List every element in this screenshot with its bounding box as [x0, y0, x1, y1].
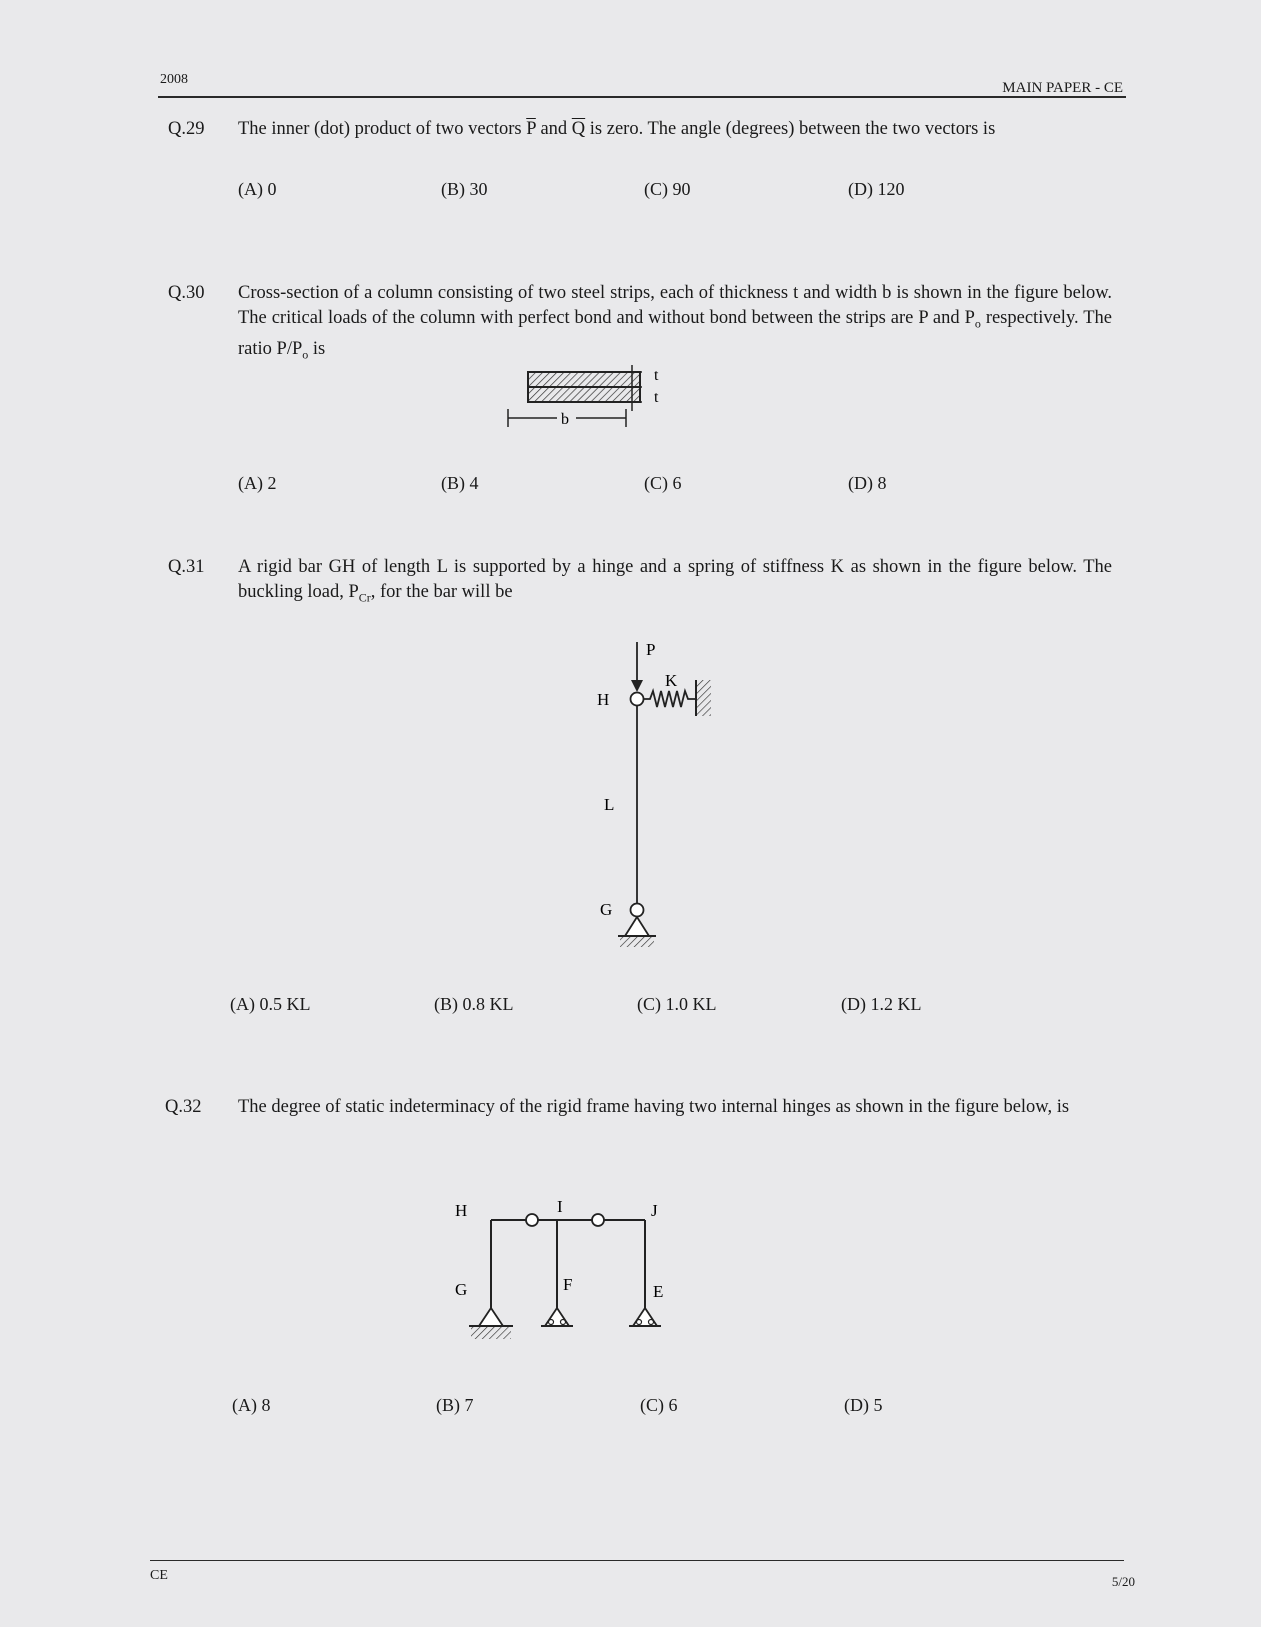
joint-label-i: I	[557, 1197, 563, 1216]
wall-support-icon	[697, 680, 711, 716]
footer-paper-code: CE	[150, 1568, 168, 1583]
internal-hinge-icon	[526, 1214, 538, 1226]
hinge-g-icon	[631, 904, 644, 917]
header-year: 2008	[160, 72, 188, 87]
joint-label-j: J	[651, 1201, 658, 1220]
rigid-bar-figure	[580, 640, 760, 980]
header-divider	[158, 96, 1126, 98]
thickness-label-bottom: t	[654, 389, 659, 406]
option-b[interactable]: (B) 4	[441, 473, 479, 493]
pin-support-icon	[625, 917, 649, 936]
pin-support-icon	[479, 1308, 503, 1326]
option-c[interactable]: (C) 1.0 KL	[637, 994, 717, 1014]
bottom-strip	[528, 387, 640, 402]
footer-divider	[150, 1560, 1124, 1561]
point-label-h: H	[597, 690, 610, 709]
question-number: Q.30	[168, 283, 205, 303]
option-d[interactable]: (D) 8	[848, 473, 887, 493]
thickness-label-top: t	[654, 367, 659, 384]
column-cross-section-figure	[500, 365, 700, 455]
vector-p: $\overline{P}$	[526, 119, 536, 139]
option-b[interactable]: (B) 30	[441, 179, 488, 199]
width-label: b	[561, 411, 569, 428]
ground-hatch	[620, 937, 654, 947]
joint-label-h: H	[455, 1201, 468, 1220]
option-c[interactable]: (C) 90	[644, 179, 691, 199]
question-text: The degree of static indeterminacy of the rigid frame having two internal hinges as shown in the figure below, is	[238, 1097, 1070, 1117]
question-number: Q.32	[165, 1097, 202, 1117]
option-a[interactable]: (A) 0	[238, 179, 277, 199]
option-d[interactable]: (D) 120	[848, 179, 905, 199]
joint-label-f: F	[563, 1275, 573, 1294]
load-label-p: P	[646, 640, 656, 659]
option-d[interactable]: (D) 1.2 KL	[841, 994, 922, 1014]
option-b[interactable]: (B) 0.8 KL	[434, 994, 514, 1014]
option-c[interactable]: (C) 6	[644, 473, 682, 493]
option-d[interactable]: (D) 5	[844, 1395, 883, 1415]
option-a[interactable]: (A) 2	[238, 473, 277, 493]
question-text: Cross-section of a column consisting of two steel strips, each of thickness t and width b is shown in the figure below. The critical loads of the column with perfect bond and without bond between the strips are P and $P_o$ respectively. The ratio $P/P_o$ is	[238, 283, 1112, 362]
option-a[interactable]: (A) 8	[232, 1395, 271, 1415]
option-c[interactable]: (C) 6	[640, 1395, 678, 1415]
question-text: The inner (dot) product of two vectors $\overline{P}$ and $\overline{Q}$ is zero. The angle (degrees) between the two vectors is	[238, 119, 996, 139]
internal-hinge-icon	[592, 1214, 604, 1226]
question-text: A rigid bar GH of length L is supported by a hinge and a spring of stiffness K as shown in the figure below. The buckling load, $P_{Cr}$, for the bar will be	[238, 557, 1112, 605]
joint-label-e: E	[653, 1282, 664, 1301]
option-a[interactable]: (A) 0.5 KL	[230, 994, 311, 1014]
length-label-l: L	[604, 795, 615, 814]
spring-label-k: K	[665, 671, 678, 690]
spring-icon	[644, 691, 696, 707]
option-b[interactable]: (B) 7	[436, 1395, 474, 1415]
rigid-frame-figure	[455, 1196, 695, 1346]
top-strip	[528, 372, 640, 387]
question-number: Q.29	[168, 119, 205, 139]
point-label-g: G	[600, 900, 613, 919]
question-number: Q.31	[168, 557, 205, 577]
footer-page-number: 5/20	[1111, 1574, 1135, 1589]
vector-q: $\overline{Q}$	[571, 119, 586, 139]
ground-hatch	[471, 1327, 511, 1339]
hinge-h-icon	[631, 693, 644, 706]
joint-label-g: G	[455, 1280, 468, 1299]
header-paper-title: MAIN PAPER - CE	[1002, 80, 1123, 96]
